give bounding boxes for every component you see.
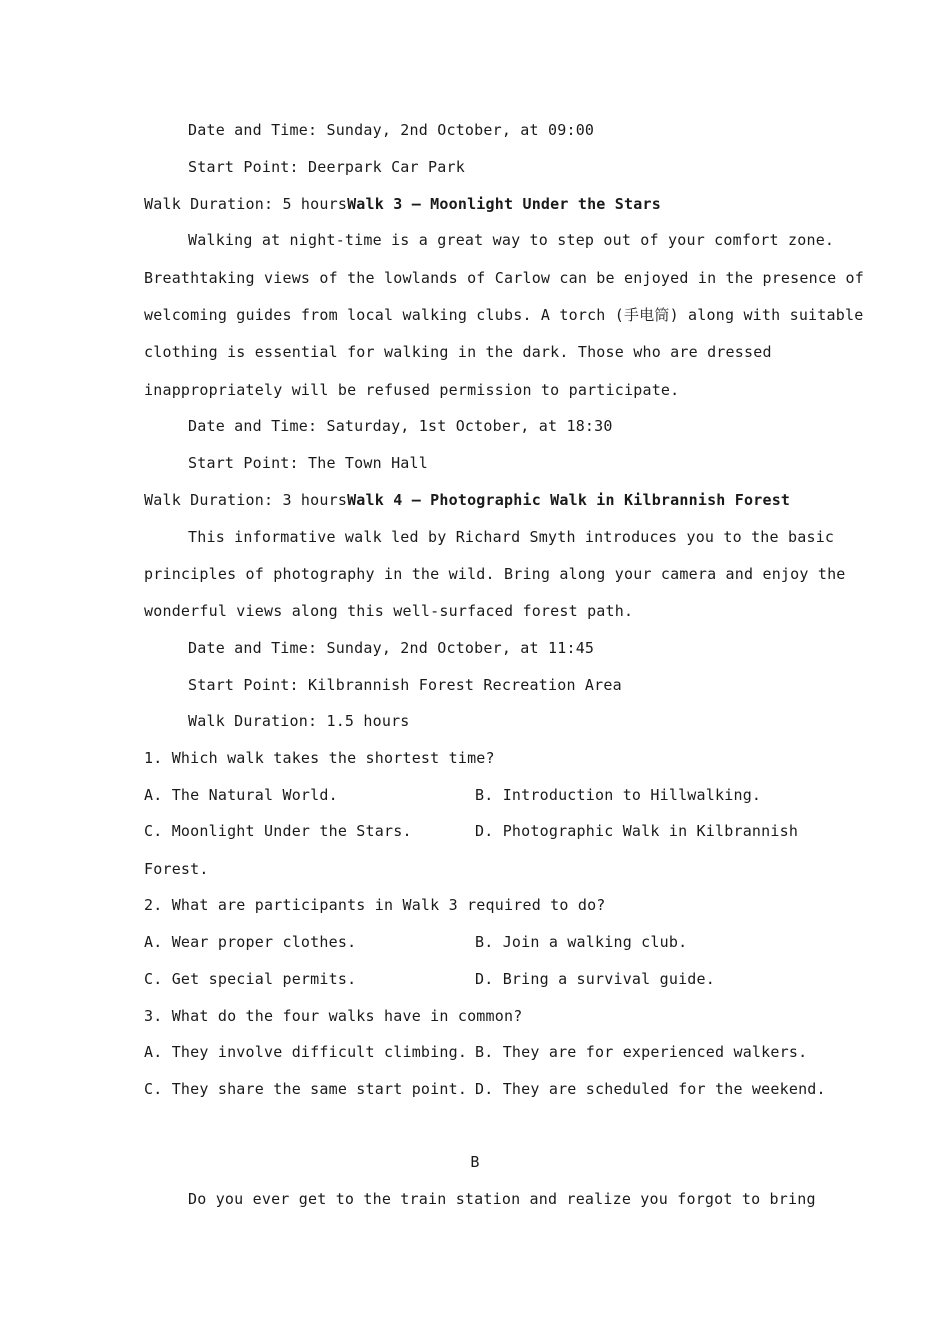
question-2: 2. What are participants in Walk 3 required to do? <box>144 896 606 914</box>
walk3-duration-line <box>144 490 790 510</box>
q2-option-c: C. Get special permits. <box>144 970 357 988</box>
q3-option-c: C. They share the same start point. <box>144 1080 468 1098</box>
section-b-label: B <box>470 1153 480 1171</box>
question-1: 1. Which walk takes the shortest time? <box>144 749 495 767</box>
walk4-start-point: Start Point: Kilbrannish Forest Recreation Area <box>188 676 622 694</box>
walk3-duration: Walk Duration: 3 hours <box>144 491 348 509</box>
walk2-duration-line <box>144 194 661 214</box>
walk3-body-line: Walking at night-time is a great way to step out of your comfort zone. <box>188 231 835 249</box>
q3-option-b: B. They are for experienced walkers. <box>475 1043 808 1061</box>
section-b-first-line: Do you ever get to the train station and realize you forgot to bring <box>188 1190 816 1208</box>
q2-option-d: D. Bring a survival guide. <box>475 970 715 988</box>
walk3-body-line: welcoming guides from local walking clubs. A torch (手电筒) along with suitable <box>144 306 864 324</box>
q1-option-b: B. Introduction to Hillwalking. <box>475 786 762 804</box>
q3-option-d: D. They are scheduled for the weekend. <box>475 1080 826 1098</box>
walk3-body-line: clothing is essential for walking in the dark. Those who are dressed <box>144 343 772 361</box>
walk4-body-line: wonderful views along this well-surfaced forest path. <box>144 602 634 620</box>
q1-option-d-continued: Forest. <box>144 860 209 878</box>
walk4-body-line: principles of photography in the wild. Bring along your camera and enjoy the <box>144 565 846 583</box>
walk2-duration: Walk Duration: 5 hours <box>144 195 348 213</box>
q2-option-a: A. Wear proper clothes. <box>144 933 357 951</box>
q1-option-a: A. The Natural World. <box>144 786 338 804</box>
walk4-date-time: Date and Time: Sunday, 2nd October, at 11:45 <box>188 639 595 657</box>
q1-option-d: D. Photographic Walk in Kilbrannish <box>475 822 799 840</box>
walk2-start-point: Start Point: Deerpark Car Park <box>188 158 465 176</box>
walk3-body-line: Breathtaking views of the lowlands of Carlow can be enjoyed in the presence of <box>144 269 864 287</box>
walk4-duration: Walk Duration: 1.5 hours <box>188 712 410 730</box>
walk3-start-point: Start Point: The Town Hall <box>188 454 428 472</box>
q3-option-a: A. They involve difficult climbing. <box>144 1043 468 1061</box>
walk2-date-time: Date and Time: Sunday, 2nd October, at 09:00 <box>188 121 595 139</box>
walk4-heading: Walk 4 — Photographic Walk in Kilbrannish Forest <box>347 491 791 509</box>
walk3-body-line: inappropriately will be refused permission to participate. <box>144 381 680 399</box>
walk3-heading: Walk 3 — Moonlight Under the Stars <box>347 195 661 213</box>
q2-option-b: B. Join a walking club. <box>475 933 688 951</box>
question-3: 3. What do the four walks have in common? <box>144 1007 523 1025</box>
walk4-body-line: This informative walk led by Richard Smyth introduces you to the basic <box>188 528 835 546</box>
walk3-date-time: Date and Time: Saturday, 1st October, at 18:30 <box>188 417 613 435</box>
q1-option-c: C. Moonlight Under the Stars. <box>144 822 412 840</box>
